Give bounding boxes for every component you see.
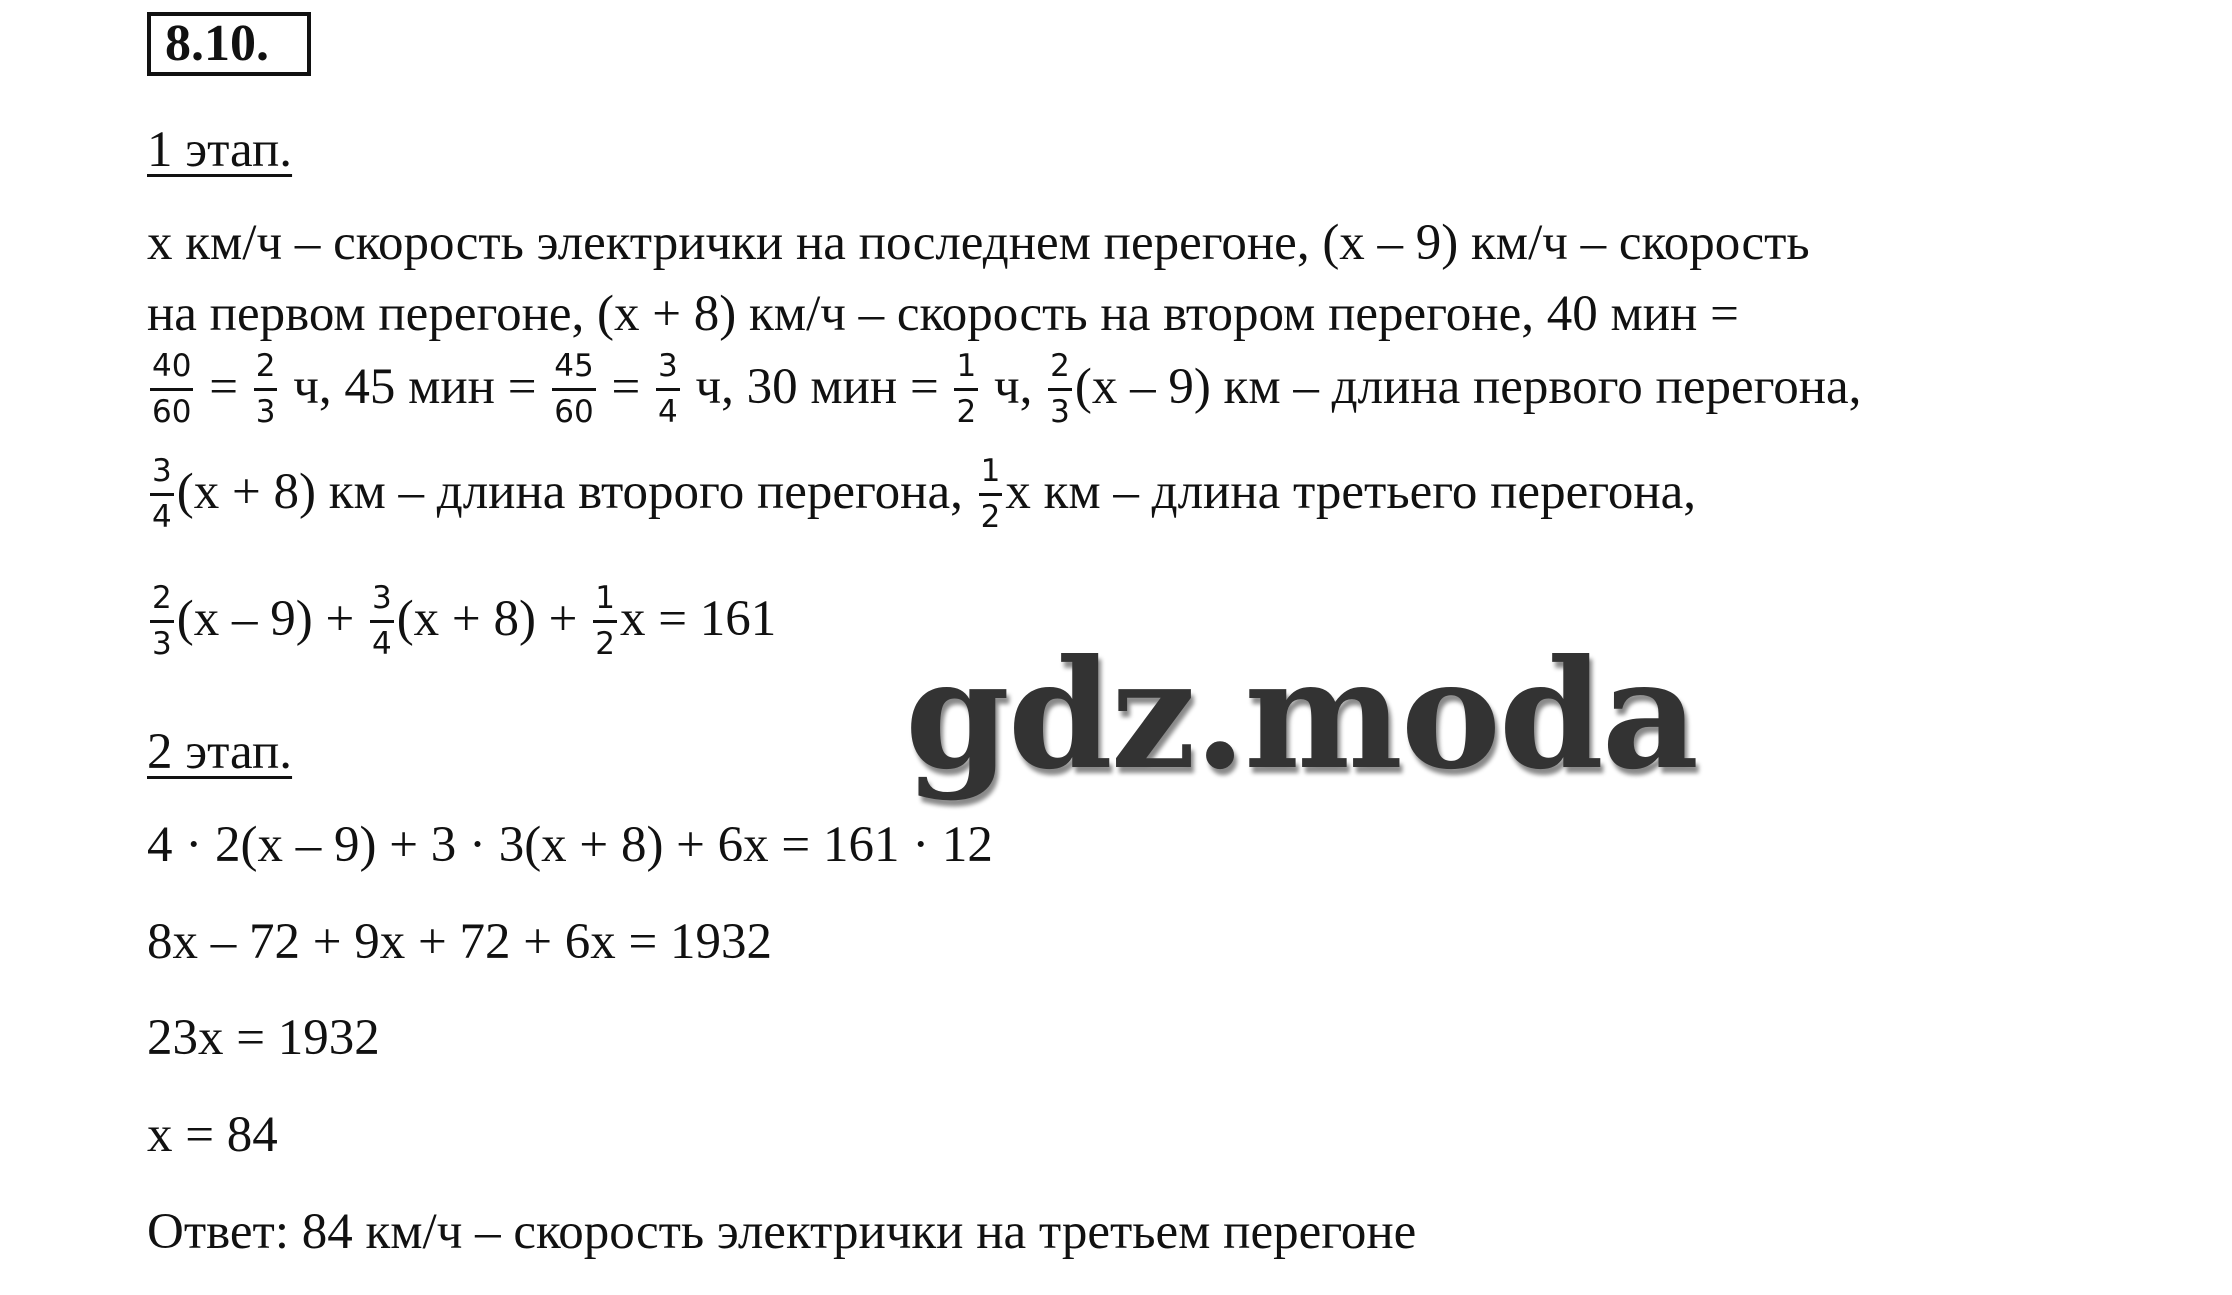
text: ч,: [993, 359, 1033, 416]
fraction: $\frac{1}{2}$: [956, 348, 977, 430]
text: x км – длина третьего перегона,: [1005, 464, 1697, 521]
fraction: $\frac{2}{3}$: [152, 580, 172, 662]
text: (x + 8) км – длина второго перегона,: [176, 464, 963, 521]
text: ч, 45 мин =: [293, 359, 537, 416]
text: =: [611, 359, 641, 416]
fraction: $\frac{1}{2}$: [980, 453, 1001, 535]
fraction: $\frac{3}{4}$: [657, 348, 678, 430]
text: (x – 9) +: [176, 591, 355, 648]
fraction: $\frac{2}{3}$: [255, 348, 276, 430]
stage1-line-4: [147, 453, 1697, 535]
stage2-eq-2: 8x – 72 + 9x + 72 + 6x = 1932: [147, 914, 773, 970]
fraction: $\frac{3}{4}$: [152, 453, 172, 535]
fraction: $\frac{45}{60}$: [554, 348, 594, 430]
stage1-heading: 1 этап.: [147, 122, 293, 178]
text: x = 161: [619, 591, 777, 648]
stage1-equation: [147, 580, 777, 662]
stage1-line-1: x км/ч – скорость электрички на последнем перегоне, (x – 9) км/ч – скорость: [147, 215, 1810, 271]
stage2-eq-4: x = 84: [147, 1107, 278, 1163]
text: (x – 9) км – длина первого перегона,: [1074, 359, 1862, 416]
stage1-line-2: на первом перегоне, (x + 8) км/ч – скорость на втором перегоне, 40 мин =: [147, 286, 1739, 342]
fraction: $\frac{2}{3}$: [1050, 348, 1070, 430]
watermark-logo: gdz.moda: [905, 627, 1698, 803]
stage2-heading: 2 этап.: [147, 724, 293, 780]
text: ч, 30 мин =: [695, 359, 939, 416]
fraction: $\frac{1}{2}$: [595, 580, 615, 662]
text: (x + 8) +: [396, 591, 578, 648]
stage1-line-3: [147, 348, 1862, 430]
text: =: [209, 359, 238, 416]
problem-number: 8.10.: [147, 12, 311, 76]
stage2-eq-1: 4 · 2(x – 9) + 3 · 3(x + 8) + 6x = 161 · 12: [147, 817, 993, 873]
answer: Ответ: 84 км/ч – скорость электрички на третьем перегоне: [147, 1204, 1417, 1260]
fraction: $\frac{40}{60}$: [152, 348, 192, 430]
stage2-eq-3: 23x = 1932: [147, 1010, 380, 1066]
fraction: $\frac{3}{4}$: [371, 580, 392, 662]
